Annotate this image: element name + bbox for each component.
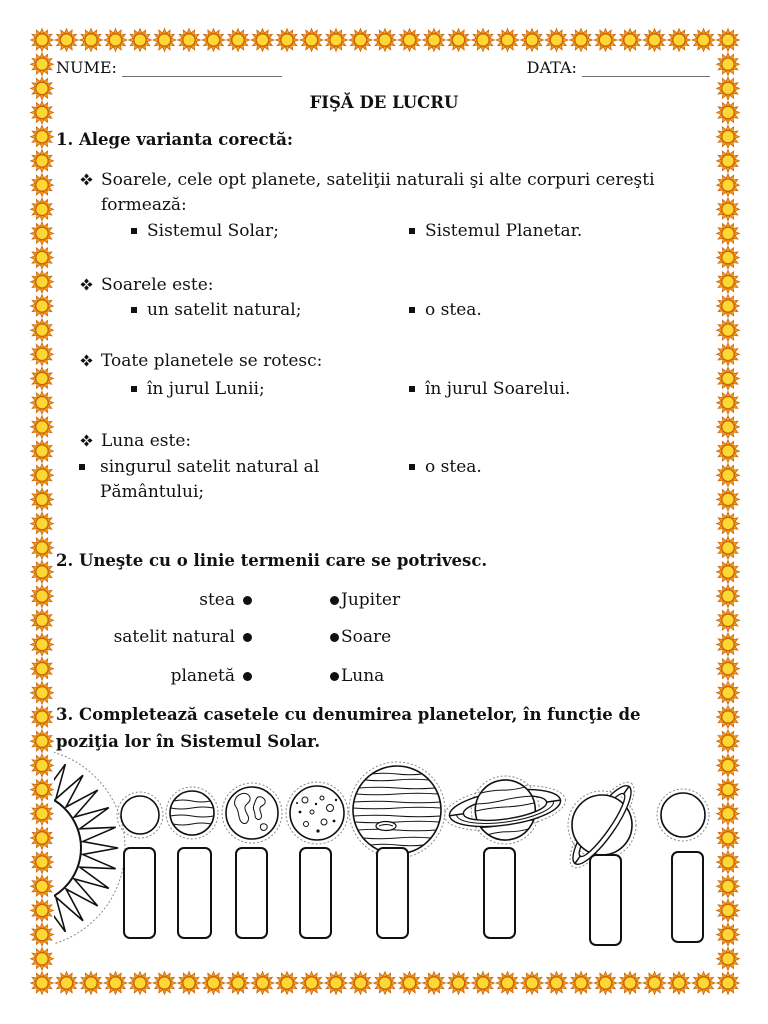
square-bullet-icon (131, 307, 137, 313)
match-right-term: Soare (341, 627, 392, 647)
match-left-term: satelit natural (113, 627, 235, 647)
diamond-bullet-icon (80, 278, 93, 291)
border-sun-icon (447, 972, 470, 995)
border-sun-icon (129, 29, 152, 52)
date-field: DATA: ________________ (526, 58, 710, 77)
border-sun-icon (717, 923, 740, 946)
name-field: NUME: ____________________ (56, 58, 283, 77)
border-sun-icon (717, 609, 740, 632)
border-sun-icon (276, 29, 299, 52)
border-sun-icon (717, 560, 740, 583)
match-left-term: planetă (170, 666, 235, 686)
border-sun-icon (398, 972, 421, 995)
border-sun-icon (717, 585, 740, 608)
border-sun-icon (31, 367, 54, 390)
question-text: Soarele, cele opt planete, sateliţii naturali şi alte corpuri cereşti (101, 170, 655, 190)
border-sun-icon (717, 440, 740, 463)
border-sun-icon (153, 972, 176, 995)
border-sun-icon (521, 972, 544, 995)
border-sun-icon (594, 29, 617, 52)
saturn-icon (440, 768, 570, 852)
square-bullet-icon (409, 228, 415, 234)
border-sun-icon (717, 415, 740, 438)
square-bullet-icon (131, 228, 137, 234)
border-sun-icon (80, 29, 103, 52)
match-dot (243, 672, 252, 681)
border-sun-icon (31, 246, 54, 269)
border-sun-icon (31, 633, 54, 656)
answer-box (178, 848, 211, 938)
border-sun-icon (717, 488, 740, 511)
border-sun-icon (717, 754, 740, 777)
border-sun-icon (717, 29, 740, 52)
border-sun-icon (153, 29, 176, 52)
border-sun-icon (521, 29, 544, 52)
earth-icon (222, 783, 282, 843)
border-sun-icon (717, 270, 740, 293)
border-sun-icon (717, 246, 740, 269)
border-sun-icon (398, 29, 421, 52)
border-sun-icon (31, 972, 54, 995)
border-sun-icon (31, 730, 54, 753)
border-sun-icon (717, 802, 740, 825)
answer-box (300, 848, 331, 938)
match-dot (330, 633, 339, 642)
border-sun-icon (80, 972, 103, 995)
border-sun-icon (717, 536, 740, 559)
border-sun-icon (325, 29, 348, 52)
exercise-3-heading-continued: poziţia lor în Sistemul Solar. (56, 732, 321, 751)
match-right-term: Luna (341, 666, 385, 686)
border-sun-icon (55, 29, 78, 52)
border-sun-icon (717, 706, 740, 729)
border-sun-icon (717, 53, 740, 76)
border-sun-icon (570, 972, 593, 995)
border-sun-icon (31, 391, 54, 414)
border-sun-icon (104, 972, 127, 995)
border-sun-icon (545, 29, 568, 52)
neptune-icon (657, 789, 709, 841)
border-sun-icon (472, 29, 495, 52)
border-sun-icon (31, 560, 54, 583)
border-sun-icon (472, 972, 495, 995)
border-sun-icon (374, 972, 397, 995)
border-sun-icon (227, 29, 250, 52)
match-right-term: Jupiter (341, 590, 401, 610)
border-sun-icon (643, 29, 666, 52)
square-bullet-icon (409, 386, 415, 392)
diamond-bullet-icon (80, 434, 93, 447)
diamond-bullet-icon (80, 354, 93, 367)
exercise-1-heading: 1. Alege varianta corectă: (56, 130, 293, 149)
sun-icon (0, 748, 125, 948)
border-sun-icon (202, 972, 225, 995)
answer-box (672, 852, 703, 942)
border-sun-icon (31, 295, 54, 318)
border-sun-icon (300, 29, 323, 52)
border-sun-icon (717, 343, 740, 366)
answer-box (124, 848, 155, 938)
border-sun-icon (717, 972, 740, 995)
mercury-icon (117, 792, 163, 838)
exercise-2-heading: 2. Uneşte cu o linie termenii care se potrivesc. (56, 551, 488, 570)
border-sun-icon (31, 53, 54, 76)
border-sun-icon (104, 29, 127, 52)
border-sun-icon (31, 125, 54, 148)
page-title: FIŞĂ DE LUCRU (309, 93, 459, 112)
diamond-bullet-icon (80, 173, 93, 186)
border-sun-icon (31, 343, 54, 366)
border-sun-icon (31, 222, 54, 245)
border-sun-icon (717, 875, 740, 898)
border-sun-icon (31, 29, 54, 52)
border-sun-icon (496, 29, 519, 52)
border-sun-icon (447, 29, 470, 52)
border-sun-icon (717, 730, 740, 753)
border-sun-icon (717, 174, 740, 197)
border-sun-icon (717, 778, 740, 801)
match-left-term: stea (199, 590, 235, 610)
border-sun-icon (619, 972, 642, 995)
option-a: un satelit natural; (147, 300, 302, 320)
question-text: formează: (101, 195, 187, 215)
border-sun-icon (178, 972, 201, 995)
border-sun-icon (129, 972, 152, 995)
border-sun-icon (31, 319, 54, 342)
border-sun-icon (570, 29, 593, 52)
question-text: Toate planetele se rotesc: (101, 351, 323, 371)
answer-box (590, 855, 621, 945)
match-dot (243, 633, 252, 642)
option-b: o stea. (425, 300, 482, 320)
border-sun-icon (31, 923, 54, 946)
border-sun-icon (31, 440, 54, 463)
border-sun-icon (178, 29, 201, 52)
border-sun-icon (31, 851, 54, 874)
border-sun-icon (31, 802, 54, 825)
border-sun-icon (31, 947, 54, 970)
border-sun-icon (717, 633, 740, 656)
border-sun-icon (423, 29, 446, 52)
border-sun-icon (31, 415, 54, 438)
border-sun-icon (31, 899, 54, 922)
square-bullet-icon (409, 307, 415, 313)
border-sun-icon (31, 609, 54, 632)
exercise-3-heading: 3. Completează casetele cu denumirea planetelor, în funcţie de (56, 705, 641, 724)
border-sun-icon (717, 319, 740, 342)
border-sun-icon (692, 29, 715, 52)
square-bullet-icon (409, 464, 415, 470)
border-sun-icon (31, 585, 54, 608)
match-dot (330, 672, 339, 681)
border-sun-icon (717, 681, 740, 704)
border-sun-icon (717, 367, 740, 390)
border-sun-icon (692, 972, 715, 995)
answer-box (484, 848, 515, 938)
square-bullet-icon (79, 464, 85, 470)
match-dot (330, 596, 339, 605)
border-sun-icon (31, 198, 54, 221)
border-sun-icon (251, 29, 274, 52)
border-sun-icon (717, 198, 740, 221)
border-sun-icon (325, 972, 348, 995)
border-sun-icon (55, 972, 78, 995)
border-sun-icon (717, 899, 740, 922)
border-sun-icon (31, 149, 54, 172)
border-sun-icon (300, 972, 323, 995)
border-sun-icon (31, 174, 54, 197)
option-a: singurul satelit natural al (100, 457, 320, 477)
border-sun-icon (717, 125, 740, 148)
jupiter-icon (349, 762, 445, 858)
border-sun-icon (717, 512, 740, 535)
match-dot (243, 596, 252, 605)
option-b: o stea. (425, 457, 482, 477)
border-sun-icon (717, 391, 740, 414)
border-sun-icon (31, 488, 54, 511)
question-text: Luna este: (101, 431, 192, 451)
border-sun-icon (594, 972, 617, 995)
border-sun-icon (717, 464, 740, 487)
border-sun-icon (31, 536, 54, 559)
border-sun-icon (31, 657, 54, 680)
option-a: în jurul Lunii; (147, 379, 265, 399)
border-sun-icon (31, 464, 54, 487)
border-sun-icon (496, 972, 519, 995)
border-sun-icon (668, 29, 691, 52)
square-bullet-icon (131, 386, 137, 392)
mars-icon (286, 782, 348, 844)
border-sun-icon (717, 222, 740, 245)
border-sun-icon (349, 29, 372, 52)
answer-box (236, 848, 267, 938)
border-sun-icon (668, 972, 691, 995)
border-sun-icon (717, 657, 740, 680)
border-sun-icon (717, 851, 740, 874)
border-sun-icon (31, 270, 54, 293)
border-sun-icon (276, 972, 299, 995)
border-sun-icon (374, 29, 397, 52)
border-sun-icon (717, 295, 740, 318)
border-sun-icon (31, 706, 54, 729)
option-b: în jurul Soarelui. (425, 379, 571, 399)
answer-box (377, 848, 408, 938)
border-sun-icon (619, 29, 642, 52)
option-a: Sistemul Solar; (147, 221, 279, 241)
venus-icon (166, 787, 218, 839)
border-sun-icon (31, 875, 54, 898)
border-sun-icon (31, 754, 54, 777)
border-sun-icon (717, 947, 740, 970)
border-sun-icon (31, 512, 54, 535)
border-sun-icon (545, 972, 568, 995)
question-text: Soarele este: (101, 275, 214, 295)
border-sun-icon (423, 972, 446, 995)
border-sun-icon (717, 149, 740, 172)
border-sun-icon (227, 972, 250, 995)
option-b: Sistemul Planetar. (425, 221, 583, 241)
border-sun-icon (31, 681, 54, 704)
option-a-continued: Pământului; (100, 482, 205, 502)
border-sun-icon (251, 972, 274, 995)
border-sun-icon (643, 972, 666, 995)
border-sun-icon (202, 29, 225, 52)
border-sun-icon (349, 972, 372, 995)
border-sun-icon (31, 826, 54, 849)
border-sun-icon (31, 778, 54, 801)
border-sun-icon (717, 826, 740, 849)
